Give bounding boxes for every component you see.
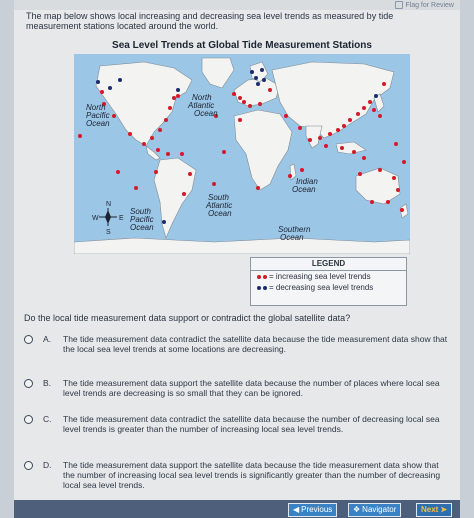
- increasing-station: [172, 96, 176, 100]
- increasing-station: [78, 134, 82, 138]
- decreasing-station: [374, 94, 378, 98]
- increasing-station: [154, 170, 158, 174]
- next-button[interactable]: [416, 503, 452, 517]
- label-north-pacific-line: Pacific: [86, 111, 110, 120]
- increasing-station: [112, 114, 116, 118]
- label-south-pacific-line: Ocean: [130, 223, 154, 232]
- label-north-atlantic-line: Ocean: [194, 109, 218, 118]
- compass-e: E: [119, 215, 124, 222]
- label-south-atlantic-line: South: [208, 193, 229, 202]
- increasing-station: [212, 182, 216, 186]
- increasing-station: [176, 94, 180, 98]
- decreasing-station: [262, 78, 266, 82]
- top-bar: [14, 0, 460, 10]
- increasing-station: [150, 136, 154, 140]
- choice-d[interactable]: [24, 460, 452, 490]
- choice-letter: C.: [43, 414, 52, 424]
- question-text: Do the local tide measurement data support or contradict the global satellite data?: [24, 313, 351, 323]
- legend-decreasing-label: = decreasing sea level trends: [269, 283, 374, 292]
- legend-title: LEGEND: [251, 258, 406, 271]
- increasing-station: [352, 150, 356, 154]
- choice-text: The tide measurement data support the satellite data because the tide measurement data show that the number of increasing local sea level trends is significantly greater than the number of decreasing local sea level trends.: [63, 460, 441, 490]
- radio-button[interactable]: [24, 415, 33, 424]
- choice-a[interactable]: [24, 334, 452, 354]
- increasing-station: [164, 118, 168, 122]
- increasing-station: [340, 146, 344, 150]
- legend-row-increasing: [251, 271, 406, 282]
- label-north-atlantic-line: Atlantic: [188, 101, 215, 110]
- choice-c[interactable]: [24, 414, 452, 434]
- increasing-station: [242, 100, 246, 104]
- decreasing-station: [96, 80, 100, 84]
- choice-b[interactable]: [24, 378, 452, 398]
- navigator-button[interactable]: [348, 503, 401, 517]
- radio-button[interactable]: [24, 461, 33, 470]
- increasing-station: [156, 148, 160, 152]
- label-indian: [292, 177, 318, 194]
- increasing-station: [382, 82, 386, 86]
- increasing-station: [324, 144, 328, 148]
- question-panel: [14, 0, 460, 518]
- arrow-left-icon: ◀: [293, 505, 300, 514]
- increasing-station: [402, 160, 406, 164]
- flag-icon: [395, 1, 403, 9]
- prompt-text: The map below shows local increasing and decreasing sea level trends as measured by tide measurement stations located around the world.: [26, 11, 394, 31]
- label-south-atlantic-line: Atlantic: [206, 201, 233, 210]
- label-south-atlantic-line: Ocean: [208, 209, 232, 218]
- increasing-station: [362, 156, 366, 160]
- label-indian-line: Indian: [296, 177, 318, 186]
- compass-n: N: [106, 201, 112, 208]
- increasing-station: [362, 106, 366, 110]
- increasing-station: [342, 124, 346, 128]
- increasing-station: [128, 132, 132, 136]
- increasing-station: [238, 96, 242, 100]
- increasing-station: [168, 106, 172, 110]
- increasing-station: [372, 108, 376, 112]
- choice-letter: D.: [43, 460, 52, 470]
- previous-button[interactable]: [288, 503, 337, 517]
- increasing-station: [356, 112, 360, 116]
- increasing-station: [248, 104, 252, 108]
- decreasing-station: [254, 76, 258, 80]
- increasing-station: [100, 90, 104, 94]
- increasing-station: [328, 132, 332, 136]
- increasing-station: [348, 118, 352, 122]
- label-south-pacific-line: Pacific: [130, 215, 154, 224]
- increasing-station: [268, 88, 272, 92]
- navigator-icon: ❖: [353, 505, 361, 514]
- label-southern-line: Southern: [278, 225, 311, 234]
- increasing-station: [232, 92, 236, 96]
- red-dot-icon: [263, 275, 267, 279]
- increasing-station: [188, 172, 192, 176]
- label-north-atlantic-line: North: [192, 93, 212, 102]
- previous-label: Previous: [301, 505, 333, 514]
- increasing-station: [222, 150, 226, 154]
- increasing-station: [142, 142, 146, 146]
- increasing-station: [298, 126, 302, 130]
- choice-text: The tide measurement data support the satellite data because the number of places where local sea level trends are decreasing is so small that they can be ignored.: [63, 378, 440, 398]
- increasing-station: [378, 114, 382, 118]
- increasing-station: [368, 100, 372, 104]
- decreasing-station: [250, 70, 254, 74]
- increasing-station: [370, 200, 374, 204]
- increasing-station: [166, 152, 170, 156]
- compass-s: S: [106, 229, 111, 236]
- choice-text: The tide measurement data contradict the satellite data because the tide measurement data show that the local sea level trends at some locations are decreasing.: [63, 334, 448, 354]
- navigator-label: Navigator: [362, 505, 397, 514]
- increasing-station: [386, 200, 390, 204]
- increasing-station: [300, 168, 304, 172]
- world-map-figure: [74, 40, 410, 254]
- radio-button[interactable]: [24, 379, 33, 388]
- increasing-station: [256, 186, 260, 190]
- map-legend: [250, 257, 407, 306]
- label-north-pacific-line: Ocean: [86, 119, 110, 128]
- increasing-station: [394, 142, 398, 146]
- red-dot-icon: [257, 275, 261, 279]
- decreasing-station: [108, 86, 112, 90]
- decreasing-station: [256, 82, 260, 86]
- increasing-station: [158, 128, 162, 132]
- increasing-station: [182, 192, 186, 196]
- decreasing-station: [162, 220, 166, 224]
- blue-dot-icon: [257, 286, 261, 290]
- label-south-atlantic: [205, 193, 232, 218]
- increasing-station: [358, 172, 362, 176]
- world-map: [74, 54, 410, 254]
- legend-row-decreasing: [251, 282, 406, 293]
- increasing-station: [116, 170, 120, 174]
- flag-label: Flag for Review: [405, 1, 454, 9]
- label-south-pacific-line: South: [130, 207, 151, 216]
- footer-bar: [14, 500, 460, 518]
- decreasing-station: [176, 88, 180, 92]
- increasing-station: [258, 102, 262, 106]
- increasing-station: [238, 118, 242, 122]
- arrow-right-icon: ➤: [440, 505, 448, 514]
- increasing-station: [396, 188, 400, 192]
- choice-letter: A.: [43, 334, 52, 344]
- increasing-station: [378, 168, 382, 172]
- label-indian-line: Ocean: [292, 185, 316, 194]
- increasing-station: [392, 176, 396, 180]
- next-label: Next: [421, 505, 439, 514]
- increasing-station: [336, 128, 340, 132]
- legend-increasing-label: = increasing sea level trends: [269, 272, 371, 281]
- blue-dot-icon: [263, 286, 267, 290]
- decreasing-station: [118, 78, 122, 82]
- increasing-station: [180, 152, 184, 156]
- flag-for-review-button[interactable]: [395, 0, 454, 10]
- increasing-station: [318, 136, 322, 140]
- increasing-station: [308, 138, 312, 142]
- radio-button[interactable]: [24, 335, 33, 344]
- label-south-pacific: [130, 207, 154, 232]
- increasing-station: [284, 114, 288, 118]
- choice-letter: B.: [43, 378, 52, 388]
- label-southern-line: Ocean: [280, 233, 304, 242]
- compass-w: W: [92, 215, 99, 222]
- decreasing-station: [260, 68, 264, 72]
- increasing-station: [288, 174, 292, 178]
- map-title: Sea Level Trends at Global Tide Measurement Stations: [112, 40, 372, 51]
- choice-text: The tide measurement data contradict the satellite data because the number of decreasing local sea level trends is greater than the number of increasing local sea level trends.: [63, 414, 440, 434]
- increasing-station: [134, 186, 138, 190]
- increasing-station: [400, 208, 404, 212]
- label-north-pacific-line: North: [86, 103, 106, 112]
